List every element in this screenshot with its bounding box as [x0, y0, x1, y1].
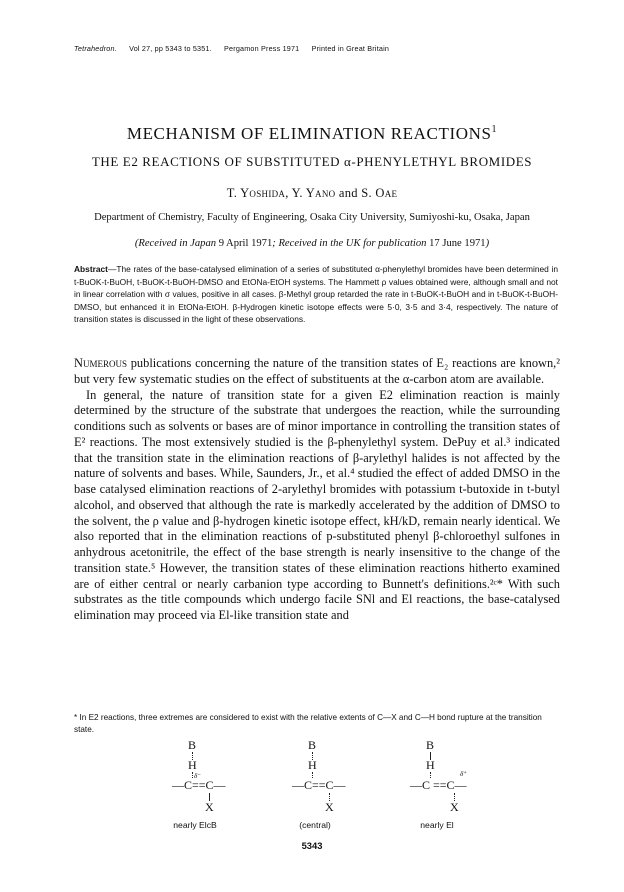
structure-el — [388, 738, 478, 834]
journal-name: Tetrahedron. — [74, 44, 117, 53]
author-3: S. Oae — [361, 186, 398, 200]
carbon-chain: —C==C— — [172, 778, 226, 792]
paragraph-2: In general, the nature of transition state for a given E2 elimination reaction is mainly determined by the structure of the substrate that undergoes the reaction, while the surrounding conditions such as solvents or bases are of minor importance in controlling the transition states of E² reactions. The most extensively studied is the β-phenylethyl system. DePuy et al.³ indicated that the transition state in the elimination reactions of β-arylethyl halides is not affected by the nature of solvents and bases. While, Saunders, Jr., et al.⁴ studied the effect of added DMSO in the base catalysed elimination reactions of 2-arylethyl bromides with potassium t-butoxide in t-butyl alcohol, and observed that although the rate is markedly accelerated by the addition of DMSO to the solvent, the ρ value and β-hydrogen kinetic isotope effect, kH/kD, remain nearly identical. We also reported that in the elimination reactions of p-substituted phenyl β-chloroethyl sulfones in anhydrous acetonitrile, the effect of the base strength is nearly insensitive to the change of the transition state.⁵ However, the transition states of these elimination reactions hitherto examined are of either central or nearly carbanion type according to Bunnett's definitions.²ᶜ* With such substrates as the title compounds which undergo facile SNl and El reactions, the base-catalysed elimination may proceed via El-like transition state and — [74, 387, 560, 622]
leaving-group-atom: X — [325, 800, 334, 814]
carbon-chain: —C ==C— — [410, 778, 467, 792]
leaving-group-atom: X — [450, 800, 459, 814]
delta-plus: δ⁺ — [460, 770, 467, 778]
transition-state-structures — [150, 738, 510, 834]
page-number: 5343 — [301, 840, 323, 851]
publisher: Pergamon Press 1971 — [224, 44, 300, 53]
base-atom: B — [426, 738, 435, 752]
paper-subtitle: THE E2 REACTIONS OF SUBSTITUTED α-PHENYLETHYL BROMIDES — [91, 154, 533, 169]
structure-caption: nearly ElcB — [173, 820, 217, 830]
paragraph-1-lead: Numerous — [74, 356, 127, 370]
paper-title-text: MECHANISM OF ELIMINATION REACTIONS — [126, 124, 492, 143]
title-footnote-marker: 1 — [491, 124, 498, 135]
hydrogen-atom: H — [308, 758, 317, 772]
base-atom: B — [188, 738, 197, 752]
abstract-label: Abstract — [74, 264, 108, 274]
received-japan-date: 9 April 1971 — [216, 238, 273, 249]
received-japan-label: (Received in Japan — [134, 238, 217, 249]
received-uk-date: 17 June 1971 — [426, 238, 486, 249]
base-atom: B — [308, 738, 317, 752]
received-close: ) — [485, 238, 490, 249]
footnote: * In E2 reactions, three extremes are considered to exist with the relative extents of C—X and C—H bond rupture at the transition state. — [74, 713, 542, 734]
body-text — [74, 356, 560, 624]
author-list — [0, 186, 624, 201]
author-1: T. Yoshida, — [226, 186, 292, 200]
leaving-group-atom: X — [205, 800, 214, 814]
received-dates — [0, 238, 624, 249]
printed-in: Printed in Great Britain — [311, 44, 390, 53]
carbon-chain: —C==C— — [292, 778, 346, 792]
hydrogen-atom: H — [426, 758, 435, 772]
structure-caption: nearly El — [420, 820, 454, 830]
structure-central — [268, 738, 358, 834]
delta-minus: δ⁻ — [194, 772, 201, 780]
author-2: Y. Yano — [291, 186, 336, 200]
paragraph-1 — [74, 356, 560, 388]
paper-title — [0, 124, 624, 144]
hydrogen-atom: H — [188, 758, 197, 772]
received-uk-label: ; Received in the UK for publication — [272, 238, 427, 249]
abstract — [74, 263, 558, 326]
structure-caption: (central) — [299, 820, 331, 830]
structure-elcb — [150, 738, 240, 834]
running-header — [74, 44, 554, 53]
paragraph-1-text: publications concerning the nature of the transition states of E₂ reactions are known,² but very few systematic studies on the effect of substituents at the α-carbon atom are available. — [74, 356, 560, 386]
affiliation: Department of Chemistry, Faculty of Engineering, Osaka City University, Sumiyoshi-ku, Osaka, Japan — [94, 212, 530, 223]
volume-pages: Vol 27, pp 5343 to 5351. — [129, 44, 212, 53]
author-conjunction: and — [335, 186, 362, 200]
abstract-text: —The rates of the base-catalysed elimination of a series of substituted α-phenylethyl bromides have been determined in t-BuOK-t-BuOH, t-BuOK-t-BuOH-DMSO and EtONa-EtOH systems. The Hammett ρ values obtained were, although small and not in linear correlation with σ values, positive in all cases. β-Methyl group retarded the rate in t-BuOK-t-BuOH and in t-BuOK-t-BuOH-DMSO, but enhanced it in EtONa-EtOH. β-Hydrogen kinetic isotope effects were 5·0, 3·5 and 3·4, respectively. The nature of transition states is discussed in the light of these observations. — [74, 264, 558, 325]
